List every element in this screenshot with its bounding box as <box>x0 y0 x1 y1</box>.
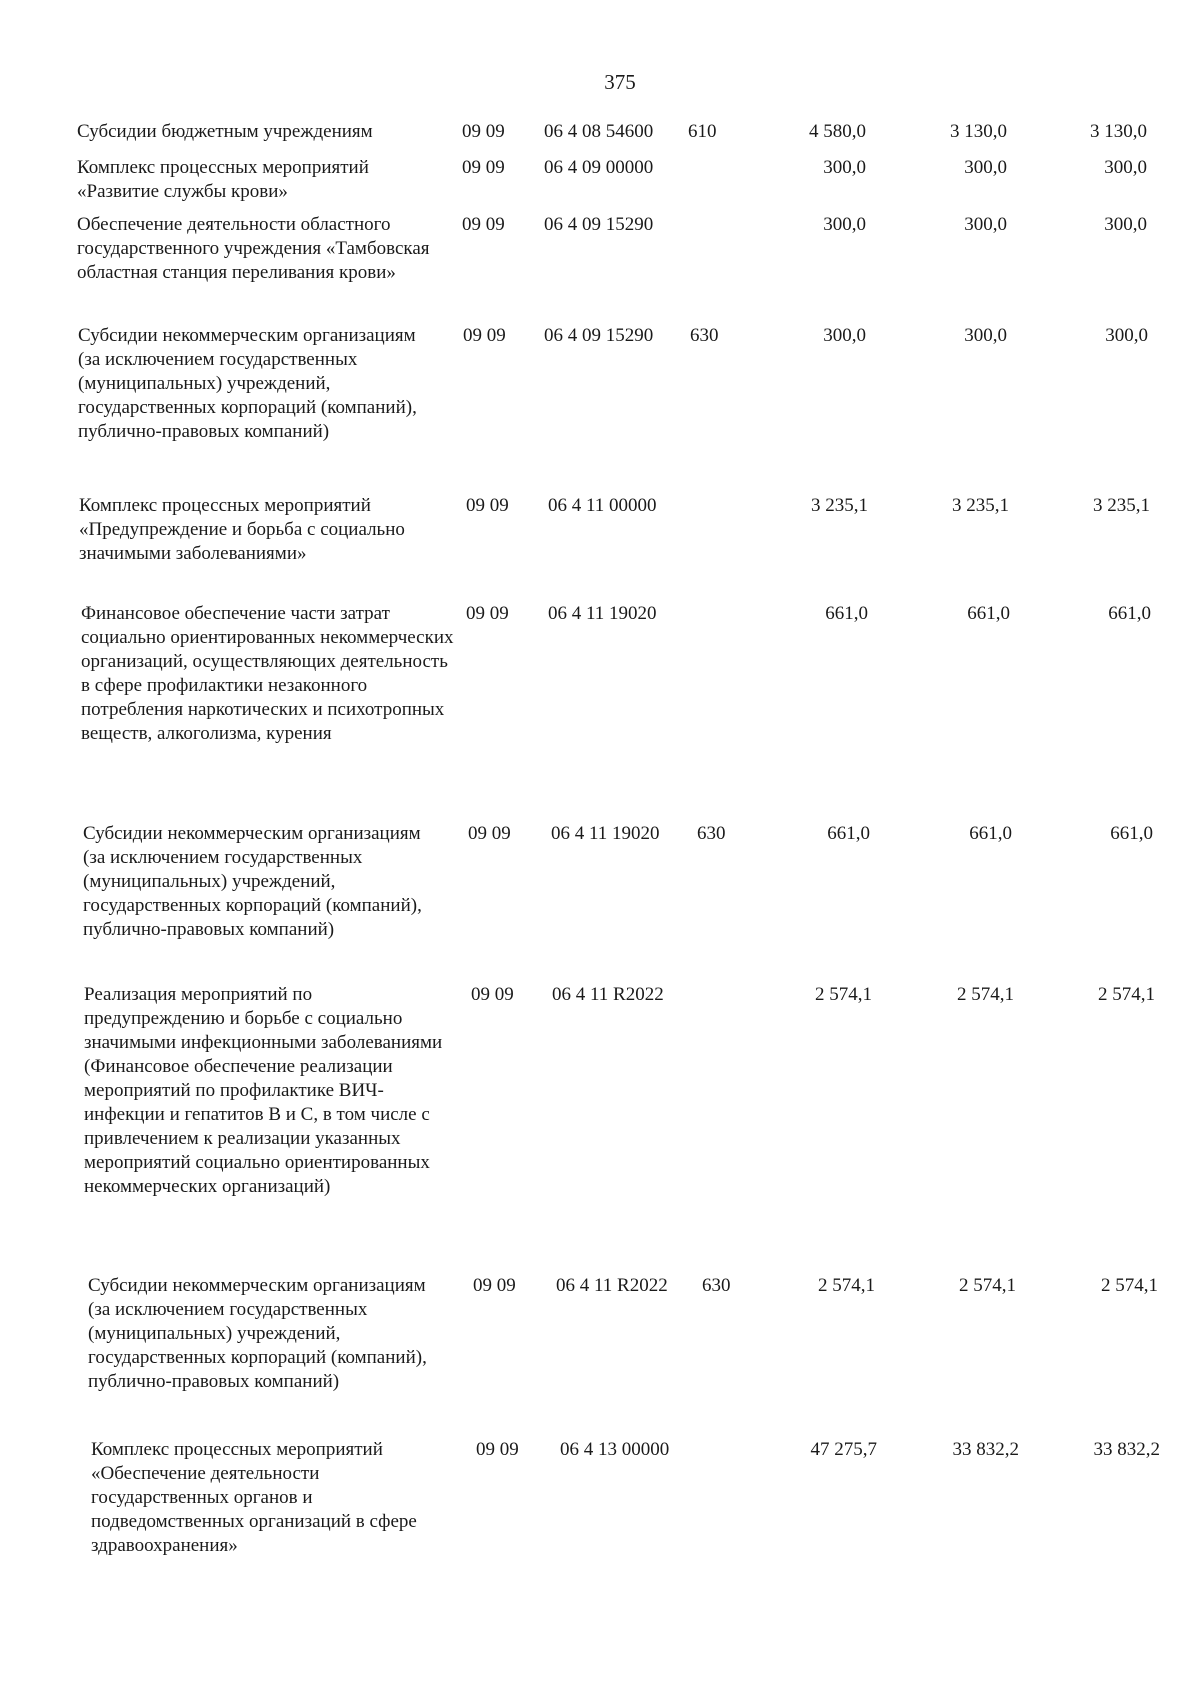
row-value-3: 33 832,2 <box>1093 1439 1160 1460</box>
row-name: Реализация мероприятий по предупреждению и борьбе с социально значимыми инфекционными заболеваниями (Финансовое обеспечение реализации мероприятий по профилактике ВИЧ-инфекции и гепатитов В и С, в том числе с привлечением к реализации указанных мероприятий социально ориентированных некоммерческих организаций) <box>84 984 443 1197</box>
page-number: 375 <box>604 70 636 94</box>
row-target: 06 4 09 15290 <box>544 214 654 235</box>
row-value-1: 661,0 <box>827 823 870 844</box>
row-value-2: 2 574,1 <box>957 984 1014 1005</box>
row-value-1: 2 574,1 <box>818 1275 875 1296</box>
row-kind: 610 <box>688 121 717 142</box>
row-name: Субсидии некоммерческим организациям (за исключением государственных (муниципальных) учреждений, государственных корпораций (компаний), публично-правовых компаний) <box>83 823 422 940</box>
row-value-1: 4 580,0 <box>809 121 866 142</box>
row-target: 06 4 11 00000 <box>548 495 657 516</box>
row-target: 06 4 11 19020 <box>551 823 660 844</box>
row-value-3: 661,0 <box>1110 823 1153 844</box>
row-target: 06 4 11 R2022 <box>556 1275 668 1296</box>
row-value-1: 300,0 <box>823 214 866 235</box>
row-value-2: 300,0 <box>964 214 1007 235</box>
row-value-3: 3 130,0 <box>1090 121 1147 142</box>
row-value-1: 661,0 <box>825 603 868 624</box>
row-section: 09 09 <box>466 603 509 624</box>
row-name: Финансовое обеспечение части затрат социально ориентированных некоммерческих организаций, осуществляющих деятельность в сфере профилактики незаконного потребления наркотических и психотропных веществ, алкоголизма, курения <box>81 603 454 744</box>
row-value-3: 2 574,1 <box>1101 1275 1158 1296</box>
row-name: Субсидии некоммерческим организациям (за исключением государственных (муниципальных) учреждений, государственных корпораций (компаний), публично-правовых компаний) <box>78 325 417 442</box>
row-name: Субсидии некоммерческим организациям (за исключением государственных (муниципальных) учреждений, государственных корпораций (компаний), публично-правовых компаний) <box>88 1275 427 1392</box>
row-name: Обеспечение деятельности областного государственного учреждения «Тамбовская областная станция переливания крови» <box>77 214 430 283</box>
row-target: 06 4 13 00000 <box>560 1439 670 1460</box>
row-value-3: 300,0 <box>1105 325 1148 346</box>
row-value-1: 2 574,1 <box>815 984 872 1005</box>
row-section: 09 09 <box>466 495 509 516</box>
row-value-3: 3 235,1 <box>1093 495 1150 516</box>
row-kind: 630 <box>690 325 719 346</box>
row-value-2: 661,0 <box>969 823 1012 844</box>
row-section: 09 09 <box>468 823 511 844</box>
row-name: Комплекс процессных мероприятий «Обеспечение деятельности государственных органов и подведомственных организаций в сфере здравоохранения» <box>91 1439 417 1556</box>
row-value-2: 3 235,1 <box>952 495 1009 516</box>
row-value-2: 3 130,0 <box>950 121 1007 142</box>
row-target: 06 4 11 R2022 <box>552 984 664 1005</box>
row-value-3: 300,0 <box>1104 214 1147 235</box>
row-name: Комплекс процессных мероприятий «Развитие службы крови» <box>77 157 369 202</box>
row-section: 09 09 <box>462 121 505 142</box>
row-section: 09 09 <box>462 214 505 235</box>
row-name: Субсидии бюджетным учреждениям <box>77 121 373 142</box>
row-value-3: 2 574,1 <box>1098 984 1155 1005</box>
row-value-1: 47 275,7 <box>810 1439 877 1460</box>
row-value-1: 300,0 <box>823 325 866 346</box>
row-section: 09 09 <box>471 984 514 1005</box>
row-section: 09 09 <box>462 157 505 178</box>
row-value-2: 300,0 <box>964 157 1007 178</box>
row-section: 09 09 <box>463 325 506 346</box>
row-value-3: 661,0 <box>1108 603 1151 624</box>
row-name: Комплекс процессных мероприятий «Предупреждение и борьба с социально значимыми заболеваниями» <box>79 495 405 564</box>
row-target: 06 4 11 19020 <box>548 603 657 624</box>
row-target: 06 4 09 00000 <box>544 157 654 178</box>
row-value-1: 300,0 <box>823 157 866 178</box>
row-value-2: 661,0 <box>967 603 1010 624</box>
row-section: 09 09 <box>473 1275 516 1296</box>
row-value-2: 2 574,1 <box>959 1275 1016 1296</box>
row-kind: 630 <box>702 1275 731 1296</box>
row-value-1: 3 235,1 <box>811 495 868 516</box>
row-value-2: 33 832,2 <box>952 1439 1019 1460</box>
row-section: 09 09 <box>476 1439 519 1460</box>
row-kind: 630 <box>697 823 726 844</box>
row-value-3: 300,0 <box>1104 157 1147 178</box>
row-value-2: 300,0 <box>964 325 1007 346</box>
row-target: 06 4 08 54600 <box>544 121 654 142</box>
row-target: 06 4 09 15290 <box>544 325 654 346</box>
